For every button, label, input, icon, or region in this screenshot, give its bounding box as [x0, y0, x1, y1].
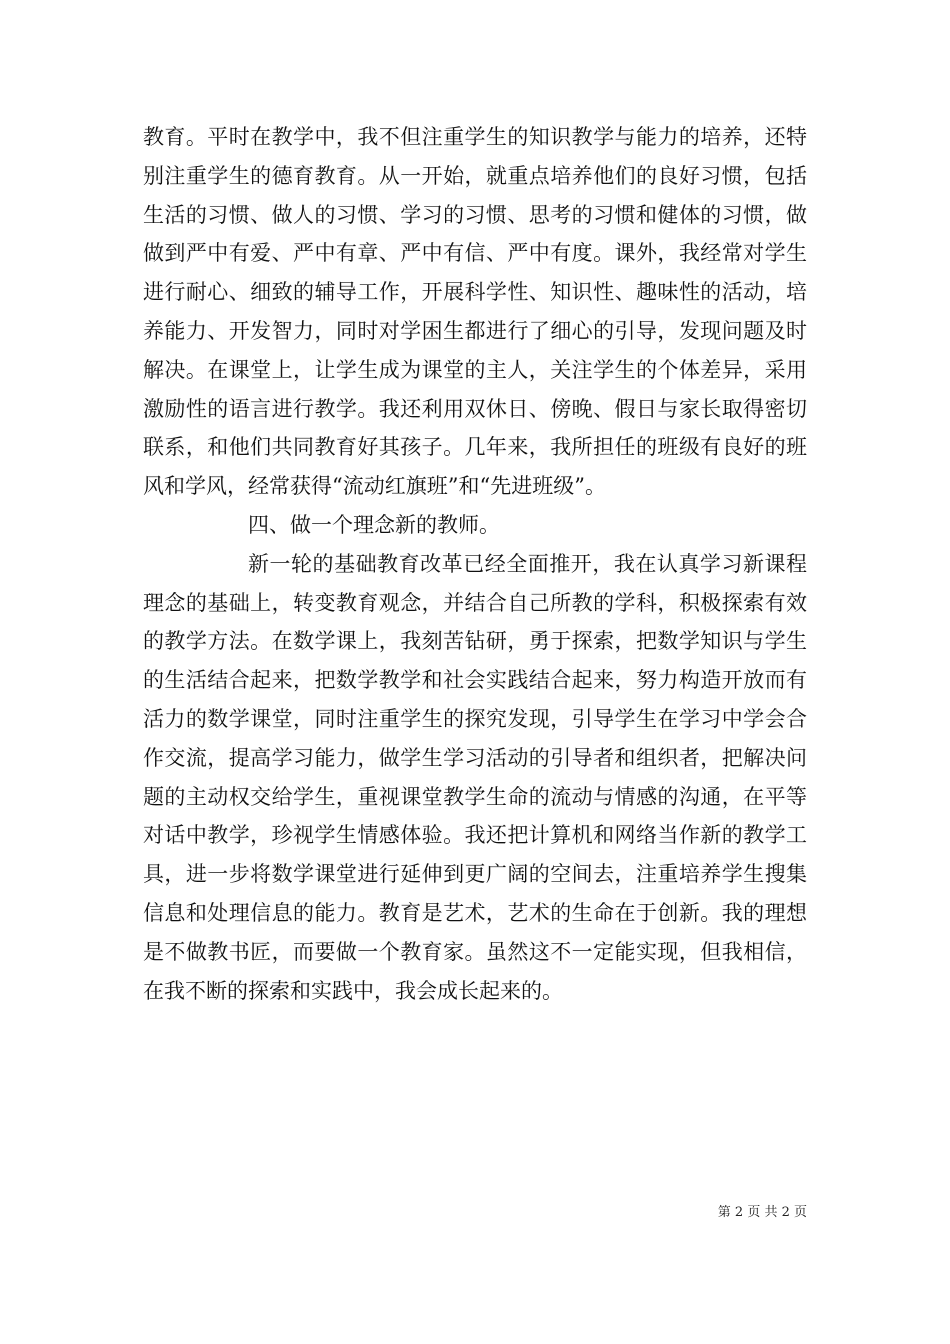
page-number-footer: 第 2 页 共 2 页 [717, 1205, 807, 1220]
document-body [143, 118, 807, 1010]
paragraph-moral-education: 教育。平时在教学中，我不但注重学生的知识教学与能力的培养，还特别注重学生的德育教育。从一开始，就重点培养他们的良好习惯，包括生活的习惯、做人的习惯、学习的习惯、思考的习惯和健体的习惯，做做到严中有爱、严中有章、严中有信、严中有度。课外，我经常对学生进行耐心、细致的辅导工作，开展科学性、知识性、趣味性的活动，培养能力、开发智力，同时对学困生都进行了细心的引导，发现问题及时解决。在课堂上，让学生成为课堂的主人，关注学生的个体差异，采用激励性的语言进行教学。我还利用双休日、傍晚、假日与家长取得密切联系，和他们共同教育好其孩子。几年来，我所担任的班级有良好的班风和学风，经常获得“流动红旗班”和“先进班级”。 [143, 125, 807, 499]
section-heading-new-concept-teacher: 四、做一个理念新的教师。 [248, 512, 500, 537]
paragraph-curriculum-reform: 新一轮的基础教育改革已经全面推开，我在认真学习新课程理念的基础上，转变教育观念，并结合自己所教的学科，积极探索有效的教学方法。在数学课上，我刻苦钻研，勇于探索，把数学知识与学生的生活结合起来，把数学教学和社会实践结合起来，努力构造开放而有活力的数学课堂，同时注重学生的探究发现，引导学生在学习中学会合作交流，提高学习能力，做学生学习活动的引导者和组织者，把解决问题的主动权交给学生，重视课堂教学生命的流动与情感的沟通，在平等对话中教学，珍视学生情感体验。我还把计算机和网络当作新的教学工具，进一步将数学课堂进行延伸到更广阔的空间去，注重培养学生搜集信息和处理信息的能力。教育是艺术，艺术的生命在于创新。我的理想是不做教书匠，而要做一个教育家。虽然这不一定能实现，但我相信，在我不断的探索和实践中，我会成长起来的。 [143, 551, 807, 1003]
